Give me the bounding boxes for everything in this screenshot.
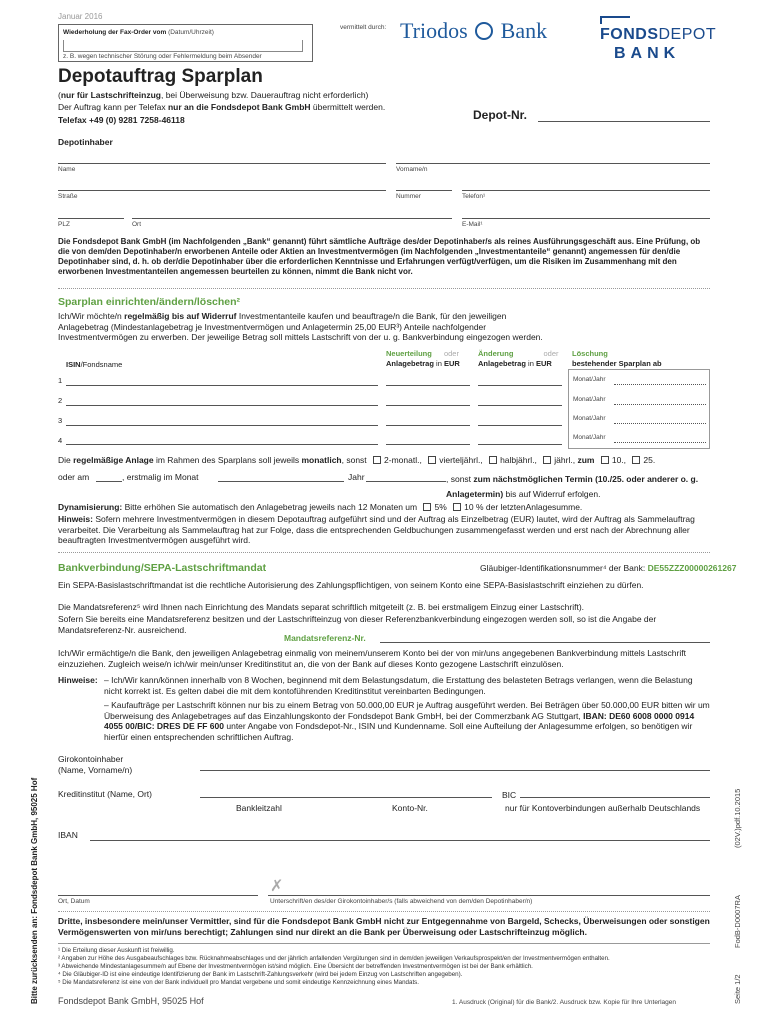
- creditor-id: DE55ZZZ00000261267: [647, 563, 737, 573]
- title-line2-rest: übermittelt werden.: [310, 102, 386, 112]
- col-new: [386, 349, 459, 358]
- sammelauftrag-hint: [58, 514, 712, 546]
- checkbox-10[interactable]: [601, 456, 609, 464]
- col-or2: oder: [543, 349, 559, 358]
- signature-label: Unterschrift/en des/der Girokontoinhaber/s (falls abweichend von dem/den Depotinhaber/n): [270, 898, 533, 905]
- blz-label: Bankleitzahl: [236, 803, 282, 813]
- footnote-2: ² Angaben zur Höhe des Ausgabeaufschlages bzw. Rücknahmeabschlages und der jährlich anfallenden Vergütungen sind in dem/den jeweiligen Verkaufsprospekt/en der Investmentvermögen enthalten.: [58, 955, 610, 962]
- dyn-10: 10 % der letztenAnlagesumme.: [464, 502, 583, 512]
- broker-label: vermittelt durch:: [340, 24, 387, 31]
- footnote-1: ¹ Die Erteilung dieser Auskunft ist freiwillig.: [58, 947, 175, 954]
- disclaimer: Die Fondsdepot Bank GmbH (im Nachfolgenden „Bank“ genannt) führt sämtliche Aufträge des/der Depotinhaber/s als reines Ausführungsgeschäft aus. Eine Prüfung, ob die von dem/den Depotinhaber/n erworbenen Anteile oder Aktien an Investmentvermögen (im Nachfolgenden „Investmentanteile“ genannt) angemessen für den/die Depotinhaber sind, d. h. ob der/die Depotinhaber über die erforderlichen Kenntnisse und Erfahrungen verfügt/verfügen, um die Risiken im Zusammenhang mit den erworbenen Investmentanteilen angemessen beurteilen zu können, nimmt die Bank nicht vor.: [58, 237, 701, 276]
- change-amount-4[interactable]: [478, 444, 562, 445]
- hint-2: [104, 700, 712, 742]
- checkbox-25[interactable]: [632, 456, 640, 464]
- eur-1: EUR: [443, 359, 460, 368]
- month-year-2: Monat/Jahr: [573, 396, 606, 403]
- opt-halfyear: halbjährl.,: [500, 455, 537, 465]
- bic-field[interactable]: [520, 797, 710, 798]
- row-num-1: 1: [58, 376, 63, 385]
- ort-datum-label: Ort, Datum: [58, 898, 90, 905]
- ort-datum-field[interactable]: [58, 895, 258, 896]
- freq-bold: regelmäßige Anlage: [73, 455, 154, 465]
- new-amount-4[interactable]: [386, 444, 470, 445]
- fondsdepot-logo-bank: BANK: [614, 45, 681, 62]
- isin-field-1[interactable]: [66, 385, 378, 386]
- vorname-label: Vorname/n: [396, 166, 428, 173]
- day-field[interactable]: [96, 481, 122, 482]
- change-amount-3[interactable]: [478, 425, 562, 426]
- hints-label: Hinweise:: [58, 675, 98, 685]
- opt-2m: 2-monatl.,: [384, 455, 422, 465]
- footnote-3: ³ Abweichende Mindestanlagesumme/n auf Ebene der Investmentvermögen ist/sind möglich. Eine Übersicht der betreffenden Investmentvermögen ist bei der Bank erhältlich.: [58, 963, 533, 970]
- hint-text: Sofern mehrere Investmentvermögen in diesem Depotauftrag aufgeführt sind und der Auftrag als Einzelbetrag (EUR) lautet, wird der Auftrag als Sammelauftrag verarbeitet. Die Verarbeitung als Sammelauftrag hat zur Folge, dass die entsprechenden Geldbuchungen zusammengefasst werden und erst nach der Abrechnung aller beauftragten Investmentvermögen ausgeführt wird.: [58, 514, 695, 545]
- third-party-note: Dritte, insbesondere mein/unser Vermittler, sind für die Fondsdepot Bank GmbH nicht zur Entgegennahme von Bargeld, Schecks, Überweisungen oder sonstigen Vermögenswerten von mir/uns berechtigt; Zahlungen sind nur direkt an die Bank per Überweisung oder Lastschrifteinzug möglich.: [58, 916, 710, 937]
- depot-nr-label: Depot-Nr.: [473, 108, 527, 122]
- zum: zum: [577, 455, 595, 465]
- page-number: Seite 1/2: [733, 974, 742, 1004]
- depot-nr-field[interactable]: [538, 121, 710, 122]
- intro-pre: Ich/Wir möchte/n: [58, 311, 125, 321]
- iban-bold: IBAN: DE60 6008 0000 0914 4055 00/BIC: DRES DE FF 600: [104, 710, 695, 731]
- footnote-5: ⁵ Die Mandatsreferenz ist eine von der Bank individuell pro Mandat vergebene und somit eindeutige Kennzeichnung eines Mandats.: [58, 979, 419, 986]
- jahr-label: Jahr: [348, 472, 365, 482]
- freq-mid: im Rahmen des Sparplans soll jeweils: [153, 455, 302, 465]
- dynamisierung: [58, 502, 582, 512]
- triodos-logo-bank: Bank: [500, 18, 548, 43]
- row-num-2: 2: [58, 396, 63, 405]
- col-delete: Löschung: [572, 349, 608, 358]
- creditor-label: Gläubiger-Identifikationsnummer⁴ der Bank:: [480, 563, 646, 573]
- telefon-label: Telefon¹: [462, 193, 486, 200]
- logo-bracket-icon: [600, 16, 630, 24]
- fondsdepot-logo: [600, 26, 716, 44]
- col-amount-1: [386, 359, 460, 368]
- fax-repeat-field[interactable]: [63, 40, 303, 52]
- sepa-p4: Ich/Wir ermächtige/n die Bank, den jeweiligen Anlagebetrag einmalig von meinem/unserem Konto bei der von mir/uns angegebenen Bankverbindung mittels Lastschrift einzuziehen. Zugleich weise/n ich/wir mein/unser Kreditinstitut an, die von der Bank auf dieses Konto gezogene Lastschrift einzulösen.: [58, 648, 686, 669]
- vorname-field[interactable]: [396, 163, 710, 164]
- month-year-1: Monat/Jahr: [573, 376, 606, 383]
- divider-2: [58, 552, 710, 553]
- issue-date: Januar 2016: [58, 12, 103, 21]
- opt-yearly: jährl.,: [554, 455, 576, 465]
- frequency-line: [58, 455, 655, 465]
- holder-label: [58, 754, 132, 776]
- eur-2: EUR: [535, 359, 552, 368]
- col-change-label: Änderung: [478, 349, 514, 358]
- col-isin: [66, 360, 122, 369]
- holder-text: Girokontoinhaber: [58, 754, 124, 764]
- col-or: oder: [443, 349, 459, 358]
- page-title: Depotauftrag Sparplan: [58, 66, 263, 87]
- de-only-label: nur für Kontoverbindungen außerhalb Deutschlands: [505, 803, 701, 813]
- fax-number: Telefax +49 (0) 9281 7258-46118: [58, 115, 185, 125]
- sparplan-intro: [58, 311, 544, 343]
- new-amount-1[interactable]: [386, 385, 470, 386]
- isin-field-3[interactable]: [66, 425, 378, 426]
- triodos-logo-text: Triodos: [400, 18, 468, 43]
- mandate-nr-field[interactable]: [380, 642, 710, 643]
- month-year-4: Monat/Jahr: [573, 434, 606, 441]
- erstmalig-label: , erstmalig im Monat: [122, 472, 199, 482]
- triodos-knot-icon: [475, 22, 493, 40]
- isin-field-4[interactable]: [66, 444, 378, 445]
- amount-2: Anlagebetrag: [478, 359, 526, 368]
- checkbox-yearly[interactable]: [543, 456, 551, 464]
- footnote-4: ⁴ Die Gläubiger-ID ist eine eindeutige Identifizierung der Bank im Lastschrift-Zahlungsverkehr (wird bei jedem Einzug von Lastschriften angegeben).: [58, 971, 463, 978]
- col-isin-bold: ISIN: [66, 360, 81, 369]
- logo-fonds: FONDS: [600, 26, 659, 43]
- intro-bold: regelmäßig bis auf Widerruf: [124, 311, 237, 321]
- col-existing: bestehender Sparplan ab: [572, 359, 662, 368]
- row-num-4: 4: [58, 436, 63, 445]
- iban-rest: unter Angabe von Fondsdepot-Nr., ISIN und Kundenname. Soll eine Aufteilung der Anlagesumme erfolgen, so benötigen wir hierfür einen entsprechenden schriftlichen Auftrag.: [104, 721, 693, 742]
- holder-sub: (Name, Vorname/n): [58, 765, 133, 775]
- isin-field-2[interactable]: [66, 405, 378, 406]
- checkbox-quarterly[interactable]: [428, 456, 436, 464]
- checkbox-2m[interactable]: [373, 456, 381, 464]
- delete-date-3[interactable]: [614, 423, 706, 424]
- side-version: (02V.)pdf.10.2015: [733, 788, 742, 848]
- title-line1-bold: nur für Lastschrifteinzug: [60, 90, 161, 100]
- nummer-label: Nummer: [396, 193, 421, 200]
- col-change: [478, 349, 559, 358]
- next-date-text: [446, 472, 712, 502]
- name-label: Name: [58, 166, 76, 173]
- sepa-heading: Bankverbindung/SEPA-Lastschriftmandat: [58, 562, 267, 574]
- new-amount-3[interactable]: [386, 425, 470, 426]
- checkbox-halfyear[interactable]: [489, 456, 497, 464]
- footer-copies: 1. Ausdruck (Original) für die Bank/2. Ausdruck bzw. Kopie für Ihre Unterlagen: [452, 999, 677, 1006]
- delete-date-2[interactable]: [614, 404, 706, 405]
- telefon-field[interactable]: [462, 190, 710, 191]
- iban-field[interactable]: [90, 840, 710, 841]
- sign-mark: ✗: [270, 878, 284, 895]
- triodos-logo: [400, 18, 547, 44]
- title-line2-bold: nur an die Fondsdepot Bank GmbH: [167, 102, 311, 112]
- footer-address: Fondsdepot Bank GmbH, 95025 Hof: [58, 996, 204, 1006]
- divider: [58, 288, 710, 289]
- fax-repeat-hint: (Datum/Uhrzeit): [168, 29, 214, 36]
- delete-date-4[interactable]: [614, 442, 706, 443]
- side-return-address: Bitte zurücksenden an: Fondsdepot Bank GmbH, 95025 Hof: [30, 777, 39, 1004]
- bic-label: BIC: [502, 790, 517, 800]
- in-1: in: [436, 359, 442, 368]
- sepa-p3: Sofern Sie bereits eine Mandatsreferenz besitzen und der Lastschrifteinzug von dieser Referenzbankverbindung eingezogen werden soll, so ist die Angabe der Mandatsreferenz-Nr. ausreichend.: [58, 614, 657, 635]
- row-num-3: 3: [58, 416, 63, 425]
- name-field[interactable]: [58, 163, 386, 164]
- ort-label: Ort: [132, 221, 142, 228]
- dyn-bold: Dynamisierung:: [58, 502, 123, 512]
- iban-label: IBAN: [58, 830, 78, 840]
- fax-repeat-label: [63, 29, 214, 36]
- delete-date-1[interactable]: [614, 384, 706, 385]
- next-date-rest: bis auf Widerruf erfolgen.: [503, 489, 601, 499]
- change-amount-1[interactable]: [478, 385, 562, 386]
- sepa-p2: Die Mandatsreferenz⁵ wird Ihnen nach Einrichtung des Mandats separat schriftlich mitgeteilt (z. B. bei erstmaligem Einzug einer Lastschrift).: [58, 602, 585, 612]
- title-line2: [58, 102, 385, 112]
- opt-10: 10.,: [611, 455, 627, 465]
- year-field[interactable]: [366, 481, 446, 482]
- sepa-p1: Ein SEPA-Basislastschriftmandat ist die rechtliche Autorisierung des Zahlungspflichtigen, von seinem Konto eine SEPA-Basislastschrift einziehen zu dürfen.: [58, 580, 644, 590]
- kto-label: Konto-Nr.: [392, 803, 428, 813]
- checkbox-dyn-5[interactable]: [423, 503, 431, 511]
- col-isin-rest: /Fondsname: [80, 360, 123, 369]
- title-line1: [58, 90, 368, 100]
- divider-3: [58, 911, 710, 912]
- mandate-nr-label: Mandatsreferenz-Nr.: [284, 633, 366, 643]
- side-form-id: FodB-D0007RA: [733, 895, 742, 948]
- oder-am: oder am: [58, 472, 90, 482]
- hint-bold: Hinweis:: [58, 514, 93, 524]
- hint-1: – Ich/Wir kann/können innerhalb von 8 Wochen, beginnend mit dem Belastungsdatum, die Erstattung des belasteten Betrags verlangen, wenn die Belastung nicht korrekt ist. Es gelten dabei die mit dem kontoführenden Kreditinstitut vereinbarten Bedingungen.: [104, 675, 693, 696]
- strasse-label: Straße: [58, 193, 78, 200]
- sonst-zum: , sonst: [446, 474, 474, 484]
- month-field[interactable]: [218, 481, 344, 482]
- month-year-3: Monat/Jahr: [573, 415, 606, 422]
- email-label: E-Mail¹: [462, 221, 483, 228]
- in-2: in: [528, 359, 534, 368]
- plz-label: PLZ: [58, 221, 70, 228]
- checkbox-dyn-10[interactable]: [453, 503, 461, 511]
- nummer-field[interactable]: [396, 190, 452, 191]
- freq-pre: Die: [58, 455, 74, 465]
- footnote-rule: [58, 943, 710, 944]
- paren: (: [58, 90, 61, 100]
- title-line1-rest: , bei Überweisung bzw. Dauerauftrag nicht erforderlich): [160, 90, 369, 100]
- plz-field[interactable]: [58, 218, 124, 219]
- new-amount-2[interactable]: [386, 405, 470, 406]
- signature-field[interactable]: [268, 895, 710, 896]
- institute-field[interactable]: [200, 797, 492, 798]
- change-amount-2[interactable]: [478, 405, 562, 406]
- opt-quarterly: vierteljährl.,: [439, 455, 483, 465]
- creditor-line: [480, 563, 736, 573]
- opt-25: 25.: [643, 455, 656, 465]
- strasse-field[interactable]: [58, 190, 386, 191]
- depotinhaber-heading: Depotinhaber: [58, 137, 113, 147]
- intro-rest: Investmentanteile kaufen und beauftrage/n die Bank, für den jeweiligen Anlagebetrag (Mindestanlagebetrag je Investmentvermögen und Anlagetermin 25,00 EUR³) Anteile nachfolgender Investmentvermögen zu erwerben. Der jeweilige Betrag soll mittels Lastschrift von der u. g. Bankverbindung eingezogen werden.: [58, 311, 543, 342]
- ort-field[interactable]: [132, 218, 452, 219]
- dyn-5: 5%: [434, 502, 447, 512]
- amount-1: Anlagebetrag: [386, 359, 434, 368]
- col-new-label: Neuerteilung: [386, 349, 432, 358]
- hint-2-text: – Kaufaufträge per Lastschrift können nur bis zu einem Betrag von 50.000,00 EUR je Auftrag ausgeführt werden. Bei Beträgen über 50.000,00 EUR bitten wir um Überweisung des Anlagebetrages auf das Einzahlungskonto der Fondsdepot Bank GmbH, bei der Commerzbank AG Stuttgart,: [104, 700, 710, 721]
- dyn-text: Bitte erhöhen Sie automatisch den Anlagebetrag jeweils nach 12 Monaten um: [122, 502, 418, 512]
- email-field[interactable]: [462, 218, 710, 219]
- institute-label: Kreditinstitut (Name, Ort): [58, 789, 152, 799]
- fax-repeat-text: Wiederholung der Fax-Order vom: [63, 29, 167, 36]
- sparplan-heading: Sparplan einrichten/ändern/löschen²: [58, 296, 241, 308]
- next-date-bold: zum nächstmöglichen Termin (10./25. oder anderer o. g. Anlagetermin): [446, 474, 699, 499]
- holder-field[interactable]: [200, 770, 710, 771]
- freq-sonst: , sonst: [341, 455, 367, 465]
- logo-depot: DEPOT: [658, 26, 717, 43]
- title-line2-pre: Der Auftrag kann per Telefax: [58, 102, 168, 112]
- freq-monthly: monatlich: [301, 455, 342, 465]
- col-amount-2: [478, 359, 552, 368]
- fax-note: z. B. wegen technischer Störung oder Fehlermeldung beim Absender: [63, 53, 262, 60]
